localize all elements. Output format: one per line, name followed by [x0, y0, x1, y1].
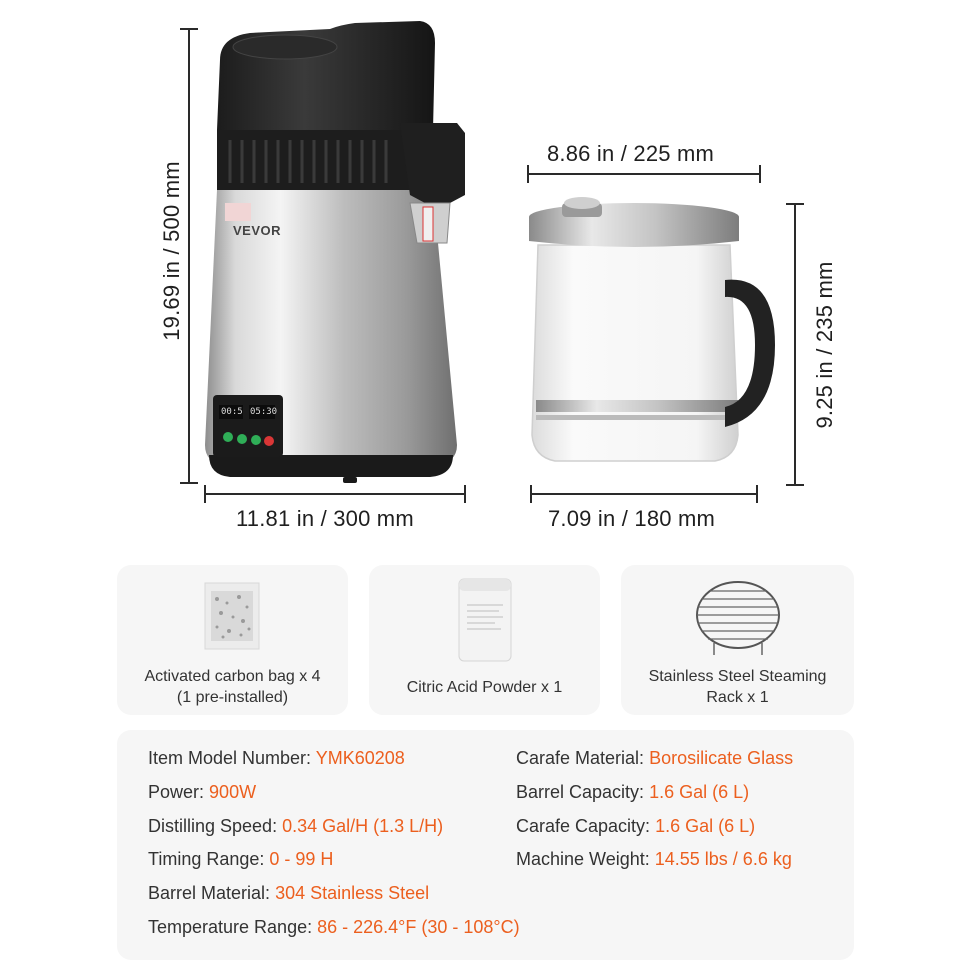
carafe-top-dimension-tick-left — [527, 165, 529, 183]
carafe-bottom-dimension-tick-right — [756, 485, 758, 503]
spec-carafe-capacity: Carafe Capacity: 1.6 Gal (6 L) — [516, 816, 756, 836]
citric-acid-jar-icon — [457, 577, 513, 663]
spec-machine-weight: Machine Weight: 14.55 lbs / 6.6 kg — [516, 849, 792, 869]
brand-logo: VEVOR — [233, 223, 282, 238]
accessory-label: Citric Acid Powder x 1 — [406, 679, 563, 696]
accessory-card-steaming-rack — [621, 565, 854, 715]
accessory-label: Activated carbon bag x 4 (1 pre-installed) — [144, 668, 321, 706]
spec-timing-range: Timing Range: 0 - 99 H — [148, 849, 334, 869]
water-distiller-image — [195, 15, 485, 490]
carafe-height-dimension-tick-bottom — [786, 484, 804, 486]
width-dimension-tick-right — [464, 485, 466, 503]
width-dimension-tick-left — [204, 485, 206, 503]
carafe-height-dimension-line — [794, 203, 796, 485]
spec-barrel-material: Barrel Material: 304 Stainless Steel — [148, 883, 430, 903]
spec-power: Power: 900W — [148, 782, 257, 802]
accessory-card-citric-acid — [369, 565, 600, 715]
spec-distilling-speed: Distilling Speed: 0.34 Gal/H (1.3 L/H) — [148, 816, 444, 836]
carafe-height-dimension-tick-top — [786, 203, 804, 205]
spec-barrel-capacity: Barrel Capacity: 1.6 Gal (6 L) — [516, 782, 750, 802]
height-dimension-tick-bottom — [180, 482, 198, 484]
carafe-top-dimension-label: 8.86 in / 225 mm — [547, 141, 715, 166]
spec-carafe-material: Carafe Material: Borosilicate Glass — [516, 748, 794, 768]
carafe-bottom-dimension-line — [530, 493, 758, 495]
carafe-top-dimension-line — [527, 173, 761, 175]
height-dimension-label: 19.69 in / 500 mm — [159, 161, 184, 341]
width-dimension-label: 11.81 in / 300 mm — [236, 506, 414, 531]
specifications-card — [117, 730, 854, 960]
height-dimension-line — [188, 28, 190, 483]
glass-carafe-image — [520, 195, 785, 485]
width-dimension-line — [204, 493, 466, 495]
carafe-bottom-dimension-tick-left — [530, 485, 532, 503]
spec-temperature-range: Temperature Range: 86 - 226.4°F (30 - 108°C) — [148, 917, 520, 937]
carafe-bottom-dimension-label: 7.09 in / 180 mm — [548, 506, 716, 531]
timer-display-right: 05:30 — [250, 407, 278, 417]
height-dimension-tick-top — [180, 28, 198, 30]
steaming-rack-icon — [694, 579, 782, 659]
spec-model-number: Item Model Number: YMK60208 — [148, 748, 405, 768]
timer-display-left: 00:5 — [221, 407, 243, 417]
accessory-card-carbon-bag — [117, 565, 348, 715]
carafe-height-dimension-label: 9.25 in / 235 mm — [812, 261, 837, 429]
carbon-bag-icon — [203, 581, 261, 651]
carafe-top-dimension-tick-right — [759, 165, 761, 183]
accessory-label: Stainless Steel Steaming Rack x 1 — [648, 668, 827, 706]
